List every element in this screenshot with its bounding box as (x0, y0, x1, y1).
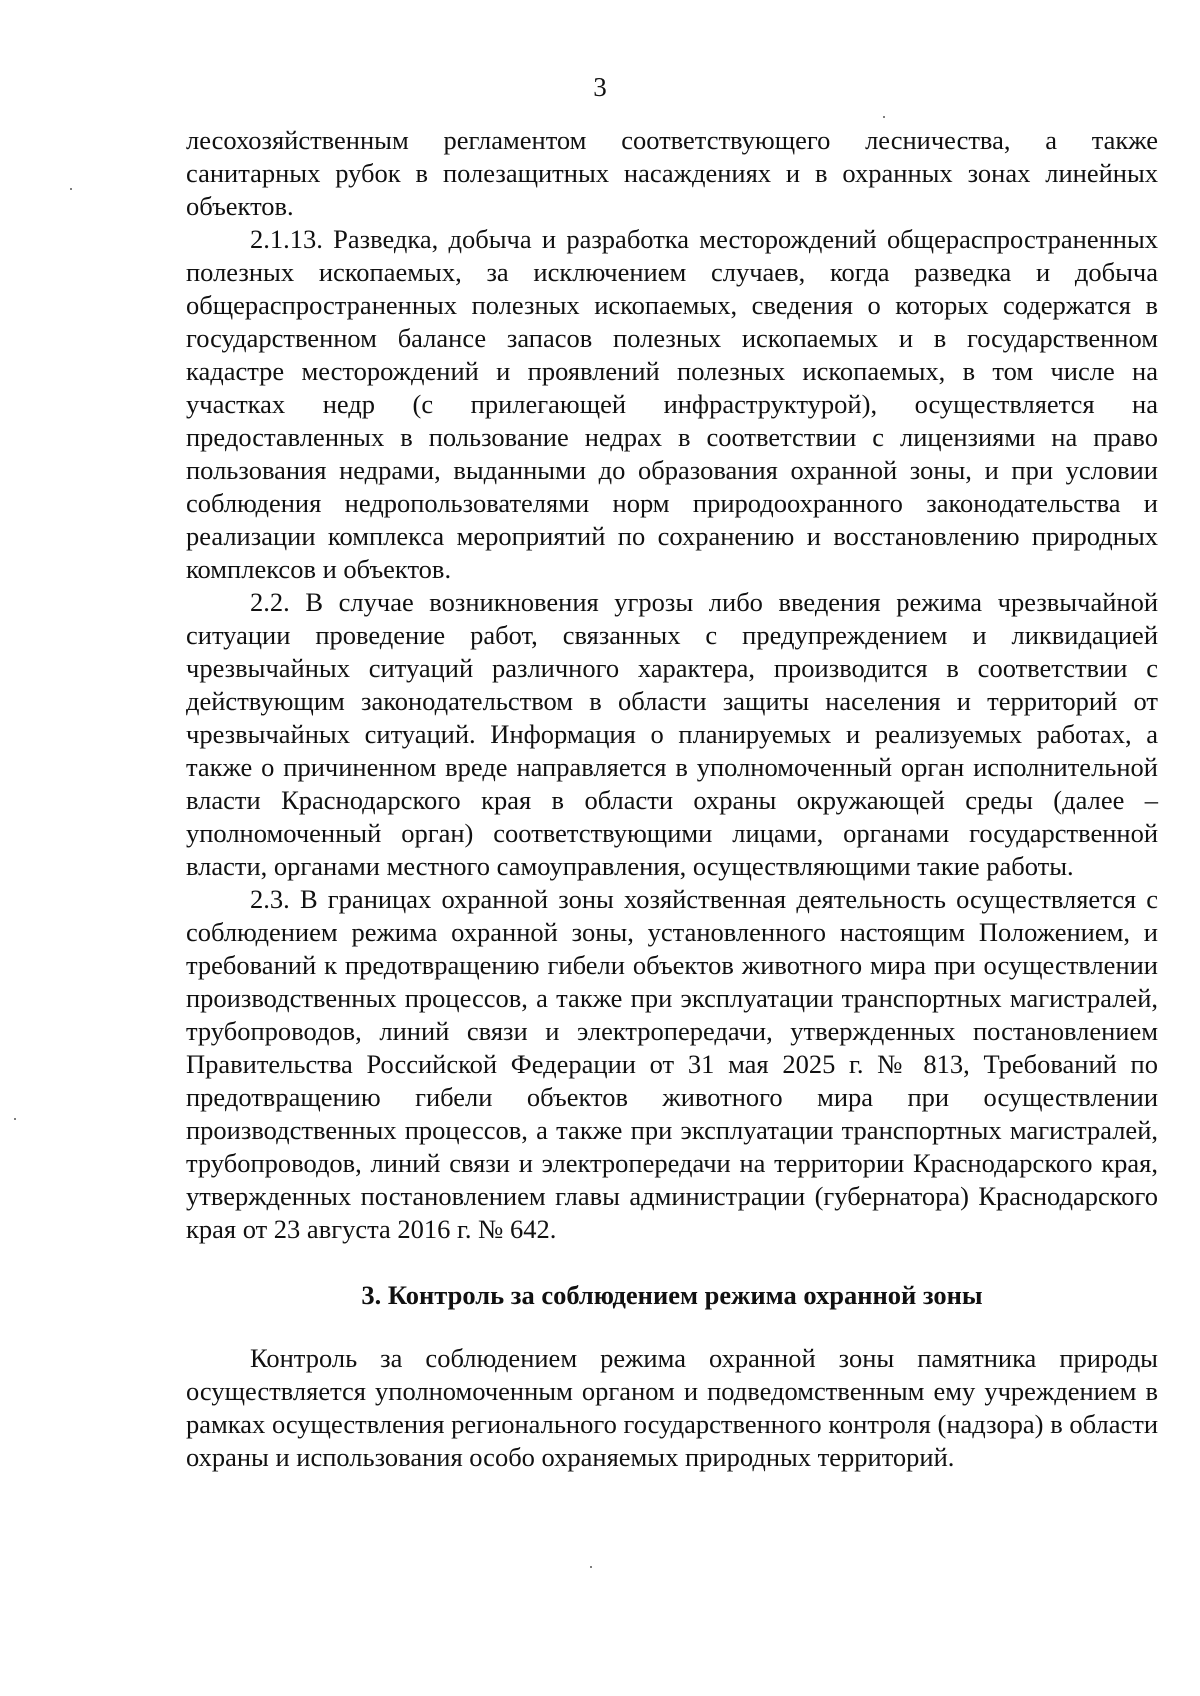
scan-speck (70, 188, 72, 190)
paragraph-2-1-13: 2.1.13. Разведка, добыча и разработка месторождений общераспространенных полезных ископаемых, за исключением случаев, когда разведка и добыча общераспространенных полезных ископаемых, сведения о которых содержатся в государственном балансе запасов полезных ископаемых и в государственном кадастре месторождений и проявлений полезных ископаемых, в том числе на участках недр (с прилегающей инфраструктурой), осуществляется на предоставленных в пользование недрах в соответствии с лицензиями на право пользования недрами, выданными до образования охранной зоны, и при условии соблюдения недропользователями норм природоохранного законодательства и реализации комплекса мероприятий по сохранению и восстановлению природных комплексов и объектов. (186, 224, 1158, 584)
document-body (186, 124, 1158, 1474)
scan-speck (14, 1118, 16, 1120)
paragraph-2-2: 2.2. В случае возникновения угрозы либо введения режима чрезвычайной ситуации проведение работ, связанных с предупреждением и ликвидацией чрезвычайных ситуаций различного характера, производится в соответствии с действующим законодательством в области защиты населения и территорий от чрезвычайных ситуаций. Информация о планируемых и реализуемых работах, а также о причиненном вреде направляется в уполномоченный орган исполнительной власти Краснодарского края в области охраны окружающей среды (далее – уполномоченный орган) соответствующими лицами, органами государственной власти, органами местного самоуправления, осуществляющими такие работы. (186, 587, 1158, 881)
page-number: 3 (593, 72, 607, 102)
paragraph-continuation: лесохозяйственным регламентом соответствующего лесничества, а также санитарных рубок в полезащитных насаждениях и в охранных зонах линейных объектов. (186, 125, 1158, 221)
paragraph-2-3: 2.3. В границах охранной зоны хозяйственная деятельность осуществляется с соблюдением режима охранной зоны, установленного настоящим Положением, и требований к предотвращению гибели объектов животного мира при осуществлении производственных процессов, а также при эксплуатации транспортных магистралей, трубопроводов, линий связи и электропередачи, утвержденных постановлением Правительства Российской Федерации от 31 мая 2025 г. № 813, Требований по предотвращению гибели объектов животного мира при осуществлении производственных процессов, а также при эксплуатации транспортных магистралей, трубопроводов, линий связи и электропередачи на территории Краснодарского края, утвержденных постановлением главы администрации (губернатора) Краснодарского края от 23 августа 2016 г. № 642. (186, 884, 1158, 1244)
section-heading: 3. Контроль за соблюдением режима охранной зоны (361, 1280, 983, 1310)
scan-speck (590, 1566, 592, 1568)
section-3-paragraph: Контроль за соблюдением режима охранной зоны памятника природы осуществляется уполномоченным органом и подведомственным ему учреждением в рамках осуществления регионального государственного контроля (надзора) в области охраны и использования особо охраняемых природных территорий. (186, 1343, 1158, 1472)
scan-speck (883, 116, 885, 118)
